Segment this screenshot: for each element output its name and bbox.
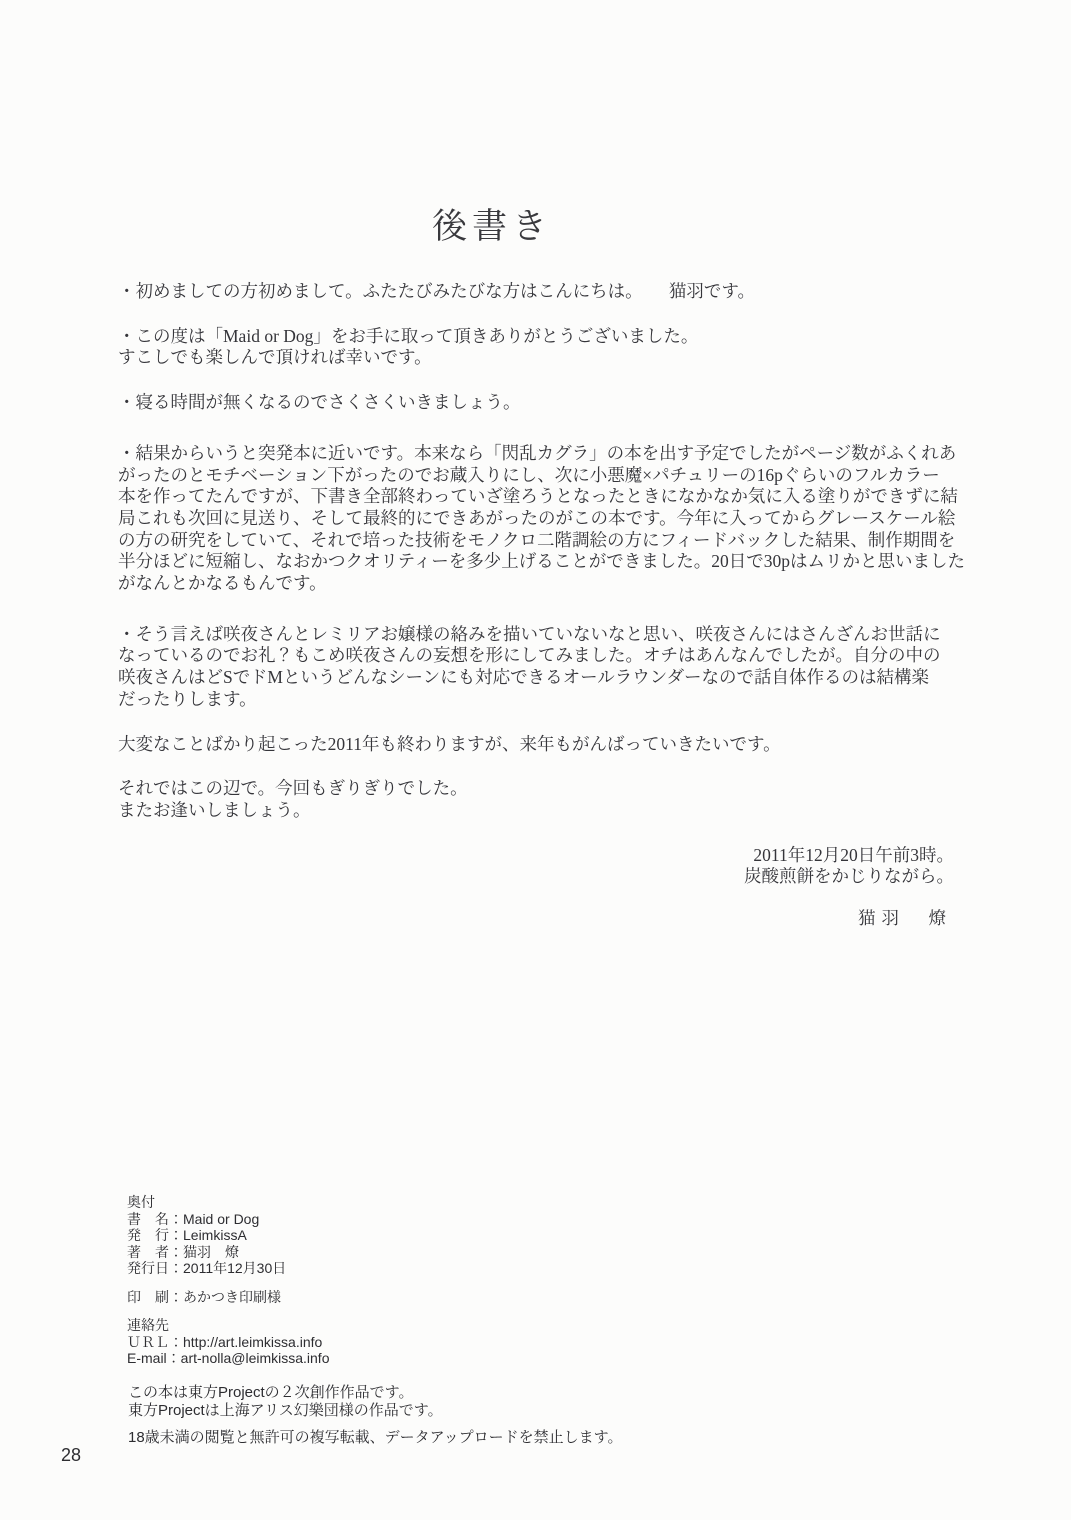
- text-line: の方の研究をしていて、それで培った技術をモノクロ二階調絵の方にフィードバックした結果、制作期間を: [118, 529, 956, 550]
- text-line: ・結果からいうと突発本に近いです。本来なら「閃乱カグラ」の本を出す予定でしたがページ数がふくれあ: [118, 442, 957, 463]
- text-line: がったのとモチベーション下がったのでお蔵入りにし、次に小悪魔×パチュリーの16pぐらいのフルカラー: [118, 464, 940, 485]
- colophon-author: 著 者：猫羽 燎: [127, 1243, 239, 1260]
- page-title: 後書き: [431, 207, 552, 246]
- text-line: ・寝る時間が無くなるのでさくさくいきましょう。: [118, 392, 521, 413]
- author-signature: 猫羽 燎: [858, 908, 952, 929]
- paragraph-year-end: [118, 734, 954, 756]
- text-line: それではこの辺で。今回もぎりぎりでした。: [118, 778, 468, 799]
- text-line: ・この度は「Maid or Dog」をお手に取って頂きありがとうございました。: [118, 325, 699, 346]
- date-line: 炭酸煎餅をかじりながら。: [744, 866, 954, 887]
- paragraph-thanks: [118, 326, 954, 369]
- colophon-heading: 奥付: [127, 1194, 155, 1210]
- text-line: なっているのでお礼？もこめ咲夜さんの妄想を形にしてみました。オチはあんなんでしたが。自分の中の: [118, 645, 941, 666]
- colophon-contact-heading: 連絡先: [127, 1317, 169, 1333]
- disclaimer-line: この本は東方Projectの２次創作作品です。: [128, 1384, 414, 1401]
- text-line: またお逢いしましょう。: [118, 799, 311, 820]
- text-line: だったりします。: [118, 688, 257, 709]
- text-line: ・そう言えば咲夜さんとレミリアお嬢様の絡みを描いていないなと思い、咲夜さんにはさんざんお世話に: [118, 623, 941, 644]
- text-line: 局これも次回に見送り、そして最終的にできあがったのがこの本です。今年に入ってからグレースケール絵: [118, 507, 956, 528]
- paragraph-sleep: [118, 392, 954, 414]
- text-line: 咲夜さんはどSでドMというどんなシーンにも対応できるオールラウンダーなので話自体作るのは結構楽: [118, 667, 930, 688]
- text-line: がなんとかなるもんです。: [118, 573, 327, 594]
- disclaimer: [128, 1384, 622, 1447]
- text-line: 本を作ってたんですが、下書き全部終わっていざ塗ろうとなったときになかなか気に入る塗りができずに結: [118, 486, 958, 507]
- colophon: [127, 1194, 330, 1367]
- date-line: 2011年12月20日午前3時。: [753, 844, 954, 865]
- text-line: 大変なことばかり起こった2011年も終わりますが、来年もがんばっていきたいです。: [118, 733, 781, 754]
- disclaimer-restriction: 18歳未満の閲覧と無許可の複写転載、データアップロードを禁止します。: [128, 1429, 623, 1446]
- colophon-printer: 印 刷：あかつき印刷様: [127, 1288, 281, 1305]
- colophon-email: E-mail：art-nolla@leimkissa.info: [127, 1350, 330, 1366]
- text-line: すこしでも楽しんで頂ければ幸いです。: [118, 347, 432, 368]
- page-number: 28: [61, 1445, 82, 1465]
- paragraph-greeting: [118, 281, 954, 303]
- disclaimer-line: 東方Projectは上海アリス幻樂団様の作品です。: [128, 1401, 443, 1419]
- colophon-book-title: 書 名：Maid or Dog: [127, 1210, 260, 1227]
- date-block: [118, 845, 954, 888]
- paragraph-farewell: [118, 778, 954, 821]
- text-line: 半分ほどに短縮し、なおかつクオリティーを多少上げることができました。20日で30pはムリかと思いました: [118, 551, 965, 572]
- paragraph-sakuya-story: [118, 624, 954, 711]
- colophon-publish-date: 発行日：2011年12月30日: [127, 1260, 287, 1276]
- colophon-publisher: 発 行：LeimkissA: [127, 1227, 247, 1243]
- colophon-url: ＵＲＬ：http://art.leimkissa.info: [127, 1333, 323, 1350]
- afterword-body: [118, 281, 965, 930]
- text-line: ・初めましての方初めまして。ふたたびみたびな方はこんにちは。 猫羽です。: [118, 281, 755, 301]
- paragraph-production-story: [118, 442, 965, 595]
